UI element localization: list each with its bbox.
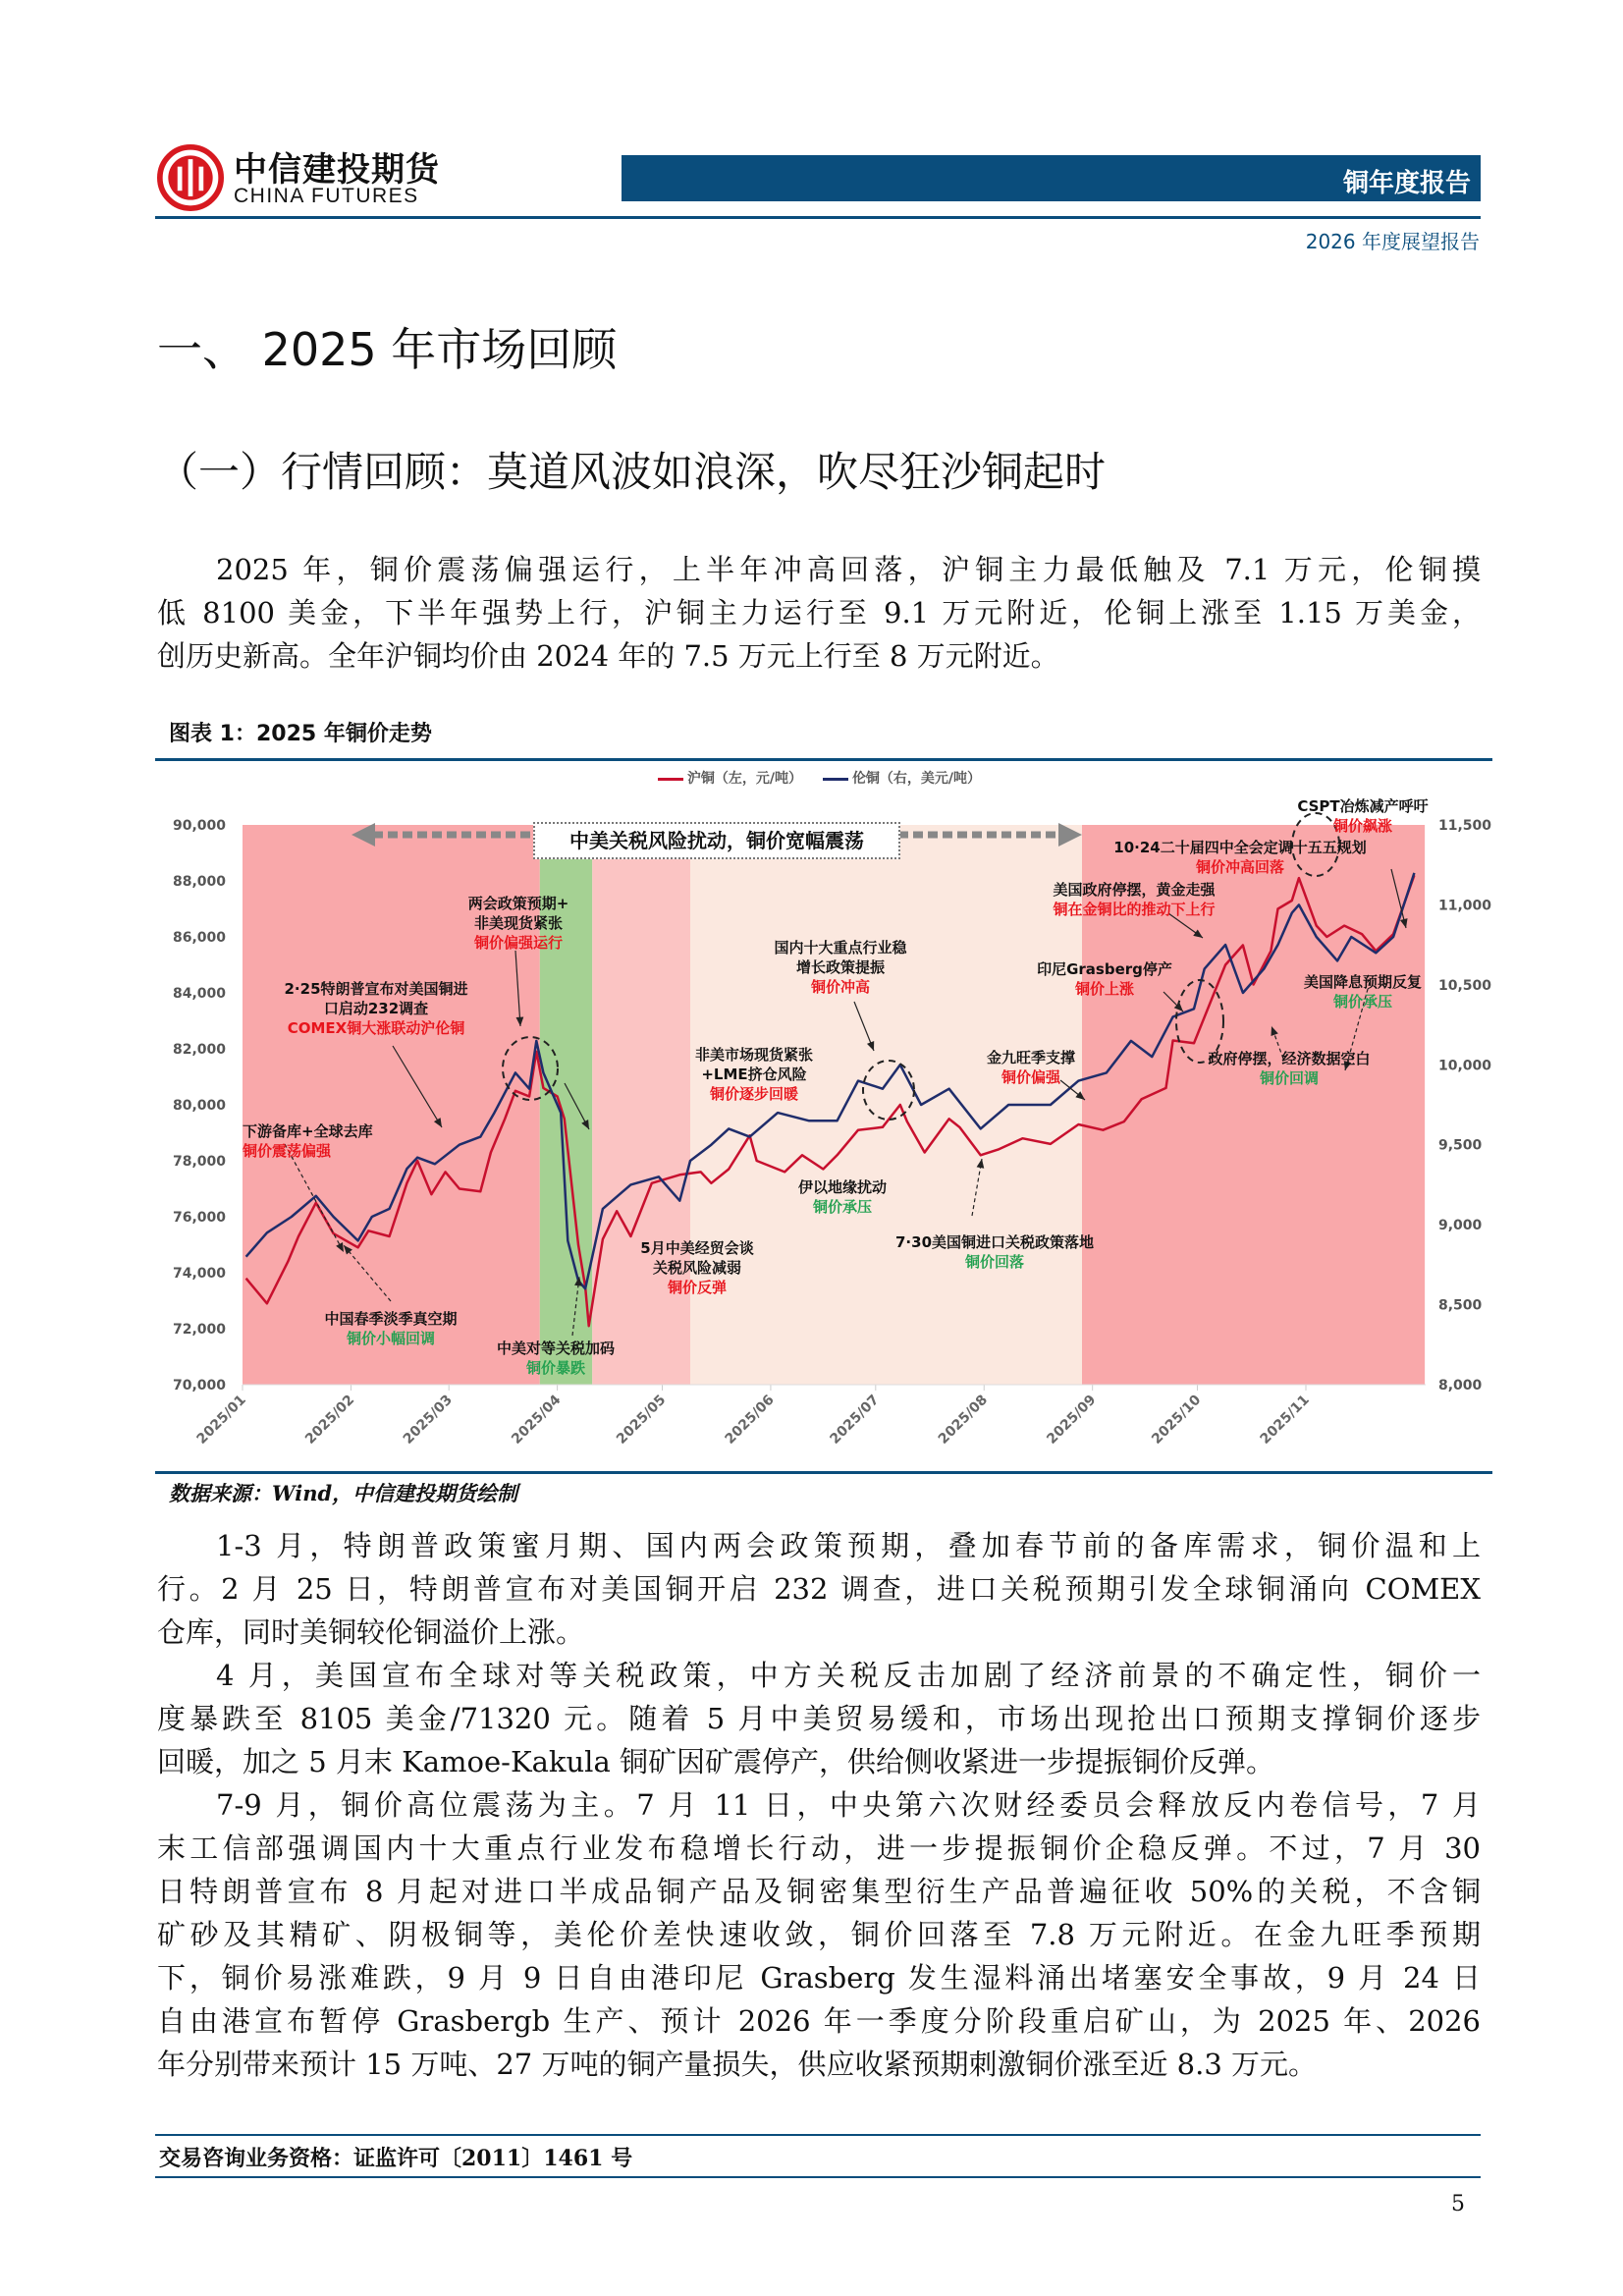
text-line: 4 月，美国宣布全球对等关税政策，中方关税反击加剧了经济前景的不确定性，铜价一 bbox=[216, 1659, 1481, 1692]
chart-annotation bbox=[1037, 959, 1172, 999]
footer-rule-top bbox=[155, 2134, 1481, 2136]
text-line: 日特朗普宣布 8 月起对进口半成品铜产品及铜密集型衍生产品普遍征收 50%的关税，不含铜 bbox=[157, 1875, 1481, 1908]
annotation-line: 政府停摆，经济数据空白 bbox=[1208, 1050, 1371, 1067]
period-band bbox=[592, 825, 690, 1385]
annotation-line: 关税风险减弱 bbox=[652, 1259, 742, 1277]
y-left-tick-label: 80,000 bbox=[172, 1098, 226, 1114]
annotation-line: 两会政策预期+ bbox=[467, 895, 569, 912]
chart-annotation bbox=[798, 1177, 887, 1217]
annotation-line: 伊以地缘扰动 bbox=[797, 1178, 888, 1196]
x-tick-label: 2025/01 bbox=[193, 1392, 249, 1448]
annotation-line: COMEX铜大涨联动沪伦铜 bbox=[287, 1019, 465, 1037]
body-paragraph-1 bbox=[157, 1524, 1481, 1654]
y-left-tick-label: 90,000 bbox=[172, 818, 226, 834]
text-line: 末工信部强调国内十大重点行业发布稳增长行动，进一步提振铜价企稳反弹。不过，7 月 30 bbox=[157, 1831, 1481, 1865]
text-line: 矿砂及其精矿、阴极铜等，美伦价差快速收敛，铜价回落至 7.8 万元附近。在金九旺季预期 bbox=[157, 1918, 1481, 1951]
text-line: 下，铜价易涨难跌，9 月 9 日自由港印尼 Grasberg 发生湿料涌出堵塞安全事故，9 月 24 日 bbox=[157, 1961, 1481, 1995]
chart-legend bbox=[0, 768, 1623, 788]
annotation-line: 铜价小幅回调 bbox=[346, 1330, 436, 1347]
x-tick-label: 2025/07 bbox=[827, 1392, 883, 1448]
y-left-tick-label: 76,000 bbox=[172, 1210, 226, 1226]
footer-rule-bottom bbox=[155, 2176, 1481, 2178]
figure-title: 图表 1：2025 年铜价走势 bbox=[169, 722, 432, 746]
x-tick-label: 2025/09 bbox=[1044, 1392, 1100, 1448]
chart-annotation bbox=[1208, 1049, 1370, 1088]
annotation-line: 铜价上涨 bbox=[1074, 980, 1134, 998]
chart-annotation bbox=[1304, 972, 1422, 1011]
y-left-tick-label: 78,000 bbox=[172, 1154, 226, 1170]
annotation-line: 铜价逐步回暖 bbox=[709, 1085, 799, 1103]
y-right-tick-label: 10,000 bbox=[1438, 1058, 1492, 1074]
annotation-line: 铜价偏强 bbox=[1001, 1068, 1061, 1086]
annotation-line: 10·24二十届四中全会定调十五五规划 bbox=[1113, 839, 1367, 856]
text-line: 仓库，同时美铜较伦铜溢价上涨。 bbox=[157, 1615, 585, 1649]
annotation-line: CSPT冶炼减产呼吁 bbox=[1297, 797, 1429, 815]
report-subtitle: 2026 年度展望报告 bbox=[1305, 230, 1480, 253]
x-tick-label: 2025/08 bbox=[935, 1392, 992, 1448]
annotation-line: 铜价震荡偏强 bbox=[243, 1142, 332, 1160]
annotation-line: 铜价偏强运行 bbox=[473, 934, 564, 952]
y-right-tick-label: 8,000 bbox=[1438, 1378, 1483, 1394]
chart-annotation bbox=[284, 979, 467, 1038]
y-left-tick-label: 82,000 bbox=[172, 1042, 226, 1058]
annotation-line: 铜价回调 bbox=[1259, 1069, 1320, 1087]
annotation-line: 美国政府停摆，黄金走强 bbox=[1053, 881, 1216, 899]
annotation-line: 铜价飙涨 bbox=[1332, 817, 1393, 835]
chart-annotation bbox=[468, 894, 569, 953]
text-line: 创历史新高。全年沪铜均价由 2024 年的 7.5 万元上行至 8 万元附近。 bbox=[157, 639, 1059, 673]
annotation-line: 非美现货紧张 bbox=[473, 914, 564, 932]
page-number: 5 bbox=[1451, 2192, 1465, 2216]
annotation-line: 印尼Grasberg停产 bbox=[1037, 960, 1172, 978]
legend-swatch-shfe bbox=[658, 778, 683, 781]
y-right-tick-label: 11,500 bbox=[1438, 818, 1492, 834]
logo-chinese-name: 中信建投期货 bbox=[234, 150, 440, 190]
y-right-tick-label: 10,500 bbox=[1438, 977, 1492, 994]
chart-annotation bbox=[497, 1339, 615, 1378]
annotation-line: 5月中美经贸会谈 bbox=[640, 1239, 754, 1257]
text-line: 1-3 月，特朗普政策蜜月期、国内两会政策预期，叠加春节前的备库需求，铜价温和上 bbox=[216, 1529, 1481, 1562]
license-text: 交易咨询业务资格：证监许可〔2011〕1461 号 bbox=[159, 2146, 633, 2171]
annotation-line: 金九旺季支撑 bbox=[986, 1049, 1076, 1066]
y-left-tick-label: 70,000 bbox=[172, 1378, 226, 1394]
y-left-tick-label: 72,000 bbox=[172, 1322, 226, 1338]
y-right-tick-label: 8,500 bbox=[1438, 1297, 1483, 1314]
chart-annotation bbox=[1053, 880, 1215, 919]
y-left-tick-label: 86,000 bbox=[172, 930, 226, 946]
section-title: 一、 2025 年市场回顾 bbox=[157, 323, 618, 376]
y-right-tick-label: 9,000 bbox=[1438, 1218, 1483, 1234]
chart-annotation bbox=[1113, 838, 1366, 877]
y-right-tick-label: 9,500 bbox=[1438, 1137, 1483, 1154]
legend-swatch-lme bbox=[823, 778, 848, 781]
report-type: 铜年度报告 bbox=[1342, 169, 1471, 198]
annotation-line: +LME挤仓风险 bbox=[701, 1066, 807, 1083]
x-tick-label: 2025/02 bbox=[302, 1392, 358, 1448]
annotation-line: 口启动232调查 bbox=[323, 1000, 429, 1017]
chart-annotation bbox=[640, 1238, 753, 1297]
logo-english-name: CHINA FUTURES bbox=[234, 185, 419, 207]
text-line: 回暖，加之 5 月末 Kamoe-Kakula 铜矿因矿震停产，供给侧收紧进一步提振铜价反弹。 bbox=[157, 1745, 1274, 1778]
body-paragraph-2 bbox=[157, 1654, 1481, 1783]
chart-banner: 中美关税风险扰动，铜价宽幅震荡 bbox=[533, 822, 900, 859]
y-left-tick-label: 74,000 bbox=[172, 1266, 226, 1282]
x-tick-label: 2025/06 bbox=[722, 1392, 778, 1448]
chart-bottom-rule bbox=[155, 1471, 1492, 1474]
text-line: 行。2 月 25 日，特朗普宣布对美国铜开启 232 调查，进口关税预期引发全球铜涌向 COMEX bbox=[157, 1572, 1481, 1606]
y-left-tick-label: 84,000 bbox=[172, 986, 226, 1002]
annotation-line: 下游备库+全球去库 bbox=[243, 1122, 373, 1140]
chart-annotation bbox=[895, 1232, 1094, 1272]
chart-annotation bbox=[243, 1121, 373, 1161]
subsection-title: （一）行情回顾：莫道风波如浪深，吹尽狂沙铜起时 bbox=[157, 448, 1107, 496]
annotation-line: 美国降息预期反复 bbox=[1303, 973, 1423, 991]
annotation-line: 铜价承压 bbox=[812, 1198, 873, 1216]
text-line: 度暴跌至 8105 美金/71320 元。随着 5 月中美贸易缓和，市场出现抢出口预期支撑铜价逐步 bbox=[157, 1702, 1481, 1735]
annotation-line: 国内十大重点行业稳 bbox=[774, 939, 907, 957]
text-line: 2025 年，铜价震荡偏强运行，上半年冲高回落，沪铜主力最低触及 7.1 万元，伦铜摸 bbox=[216, 553, 1481, 586]
chart-annotation bbox=[774, 938, 906, 997]
annotation-line: 铜价反弹 bbox=[667, 1279, 728, 1296]
text-line: 低 8100 美金，下半年强势上行，沪铜主力运行至 9.1 万元附近，伦铜上涨至 1.15 万美金， bbox=[157, 596, 1481, 629]
x-tick-label: 2025/10 bbox=[1149, 1392, 1205, 1448]
chart-annotation bbox=[987, 1048, 1075, 1087]
y-left-tick-label: 88,000 bbox=[172, 874, 226, 890]
body-paragraph-3 bbox=[157, 1783, 1481, 2086]
annotation-line: 铜价暴跌 bbox=[525, 1359, 586, 1377]
x-tick-label: 2025/04 bbox=[509, 1392, 565, 1448]
legend-label-lme: 伦铜（右，美元/吨） bbox=[851, 771, 982, 787]
x-tick-label: 2025/03 bbox=[400, 1392, 457, 1448]
annotation-line: 7·30美国铜进口关税政策落地 bbox=[894, 1233, 1095, 1251]
legend-label-shfe: 沪铜（左，元/吨） bbox=[686, 771, 803, 787]
chart-annotation bbox=[324, 1309, 457, 1348]
annotation-line: 增长政策提振 bbox=[795, 958, 886, 976]
x-tick-label: 2025/11 bbox=[1257, 1392, 1313, 1448]
annotation-line: 非美市场现货紧张 bbox=[694, 1046, 814, 1064]
annotation-line: 铜在金铜比的推动下上行 bbox=[1053, 901, 1216, 918]
annotation-line: 铜价冲高 bbox=[810, 978, 871, 996]
chart-annotation bbox=[695, 1045, 813, 1104]
chart-source: 数据来源：Wind，中信建投期货绘制 bbox=[169, 1481, 518, 1505]
annotation-line: 铜价冲高回落 bbox=[1195, 858, 1285, 876]
annotation-line: 铜价承压 bbox=[1332, 993, 1393, 1011]
text-line: 自由港宣布暂停 Grasbergb 生产、预计 2026 年一季度分阶段重启矿山，为 2025 年、2026 bbox=[157, 2004, 1481, 2038]
annotation-line: 中国春季淡季真空期 bbox=[324, 1310, 458, 1328]
text-line: 年分别带来预计 15 万吨、27 万吨的铜产量损失，供应收紧预期刺激铜价涨至近 8.3 万元。 bbox=[157, 2048, 1318, 2081]
y-right-tick-label: 11,000 bbox=[1438, 898, 1492, 914]
text-line: 7-9 月，铜价高位震荡为主。7 月 11 日，中央第六次财经委员会释放反内卷信号，7 月 bbox=[216, 1788, 1481, 1822]
annotation-line: 铜价回落 bbox=[964, 1253, 1025, 1271]
x-tick-label: 2025/05 bbox=[614, 1392, 670, 1448]
annotation-line: 中美对等关税加码 bbox=[496, 1339, 616, 1357]
annotation-line: 2·25特朗普宣布对美国铜进 bbox=[284, 980, 468, 998]
chart-annotation bbox=[1297, 796, 1428, 836]
